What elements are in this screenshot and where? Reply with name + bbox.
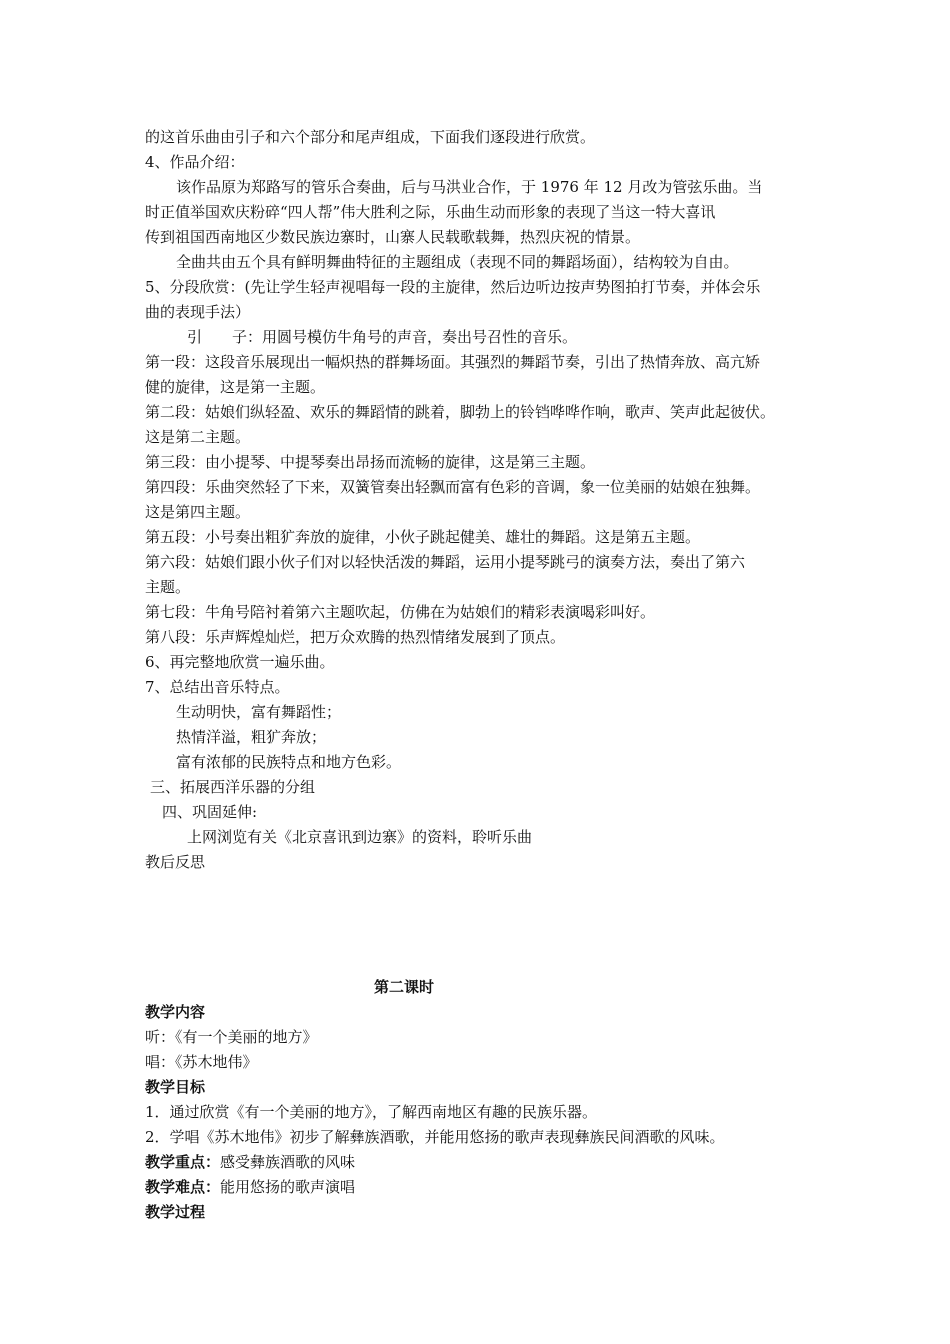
goals-heading: 教学目标	[145, 1078, 206, 1096]
lesson-title: 第二课时	[373, 978, 434, 996]
paragraph-line: 这是第四主题。	[145, 503, 251, 521]
feature-item: 生动明快，富有舞蹈性；	[176, 703, 342, 721]
paragraph-line: 上网浏览有关《北京喜讯到边寨》的资料，聆听乐曲	[187, 828, 533, 846]
segment-five: 第五段：小号奏出粗犷奔放的旋律，小伙子跳起健美、雄壮的舞蹈。这是第五主题。	[145, 528, 701, 546]
feature-item: 热情洋溢，粗犷奔放；	[176, 728, 327, 746]
segment-four: 第四段：乐曲突然轻了下来，双簧管奏出轻飘而富有色彩的音调，象一位美丽的姑娘在独舞。	[145, 478, 761, 496]
content-heading: 教学内容	[145, 1003, 206, 1021]
difficult-point-label: 教学难点：	[145, 1178, 221, 1196]
paragraph-line: 曲的表现手法）	[145, 303, 251, 321]
paragraph-line: 全曲共由五个具有鲜明舞曲特征的主题组成（表现不同的舞蹈场面），结构较为自由。	[176, 253, 739, 271]
sing-item: 唱：《苏木地伟》	[145, 1053, 258, 1071]
section-heading-work-intro: 4、作品介绍：	[145, 153, 245, 171]
section-three-heading: 三、拓展西洋乐器的分组	[150, 778, 316, 796]
paragraph-line: 健的旋律，这是第一主题。	[145, 378, 326, 396]
listen-item: 听：《有一个美丽的地方》	[145, 1028, 318, 1046]
intro-segment: 引 子：用圆号模仿牛角号的声音，奏出号召性的音乐。	[187, 328, 578, 346]
paragraph-line: 传到祖国西南地区少数民族边寨时，山寨人民载歌载舞，热烈庆祝的情景。	[145, 228, 641, 246]
segment-one: 第一段：这段音乐展现出一幅炽热的群舞场面。其强烈的舞蹈节奏，引出了热情奔放、高亢矫	[145, 353, 761, 371]
process-heading: 教学过程	[145, 1203, 206, 1221]
goal-item: 2．学唱《苏木地伟》初步了解彝族酒歌，并能用悠扬的歌声表现彝族民间酒歌的风味。	[145, 1128, 725, 1146]
paragraph-line: 这是第二主题。	[145, 428, 251, 446]
key-point-label: 教学重点：	[145, 1153, 221, 1171]
segment-two: 第二段：姑娘们纵轻盈、欢乐的舞蹈情的跳着，脚勃上的铃铛哗哗作响，歌声、笑声此起彼伏。	[145, 403, 776, 421]
segment-six: 第六段：姑娘们跟小伙子们对以轻快活泼的舞蹈，运用小提琴跳弓的演奏方法，奏出了第六	[145, 553, 746, 571]
paragraph-line: 该作品原为郑路写的管乐合奏曲，后与马洪业合作，于 1976 年 12 月改为管弦乐曲。当	[176, 178, 763, 196]
key-point-text: 感受彝族酒歌的风味	[220, 1153, 356, 1171]
paragraph-line: 主题。	[145, 578, 191, 596]
segment-seven: 第七段：牛角号陪衬着第六主题吹起，仿佛在为姑娘们的精彩表演喝彩叫好。	[145, 603, 656, 621]
difficult-point	[145, 1177, 355, 1197]
feature-item: 富有浓郁的民族特点和地方色彩。	[176, 753, 402, 771]
segment-three: 第三段：由小提琴、中提琴奏出昂扬而流畅的旋律，这是第三主题。	[145, 453, 596, 471]
section-four-heading: 四、巩固延伸:	[162, 803, 258, 821]
step-seven: 7、总结出音乐特点。	[145, 678, 290, 696]
paragraph-line: 时正值举国欢庆粉碎“四人帮”伟大胜利之际，乐曲生动而形象的表现了当这一特大喜讯	[145, 203, 716, 221]
key-point	[145, 1152, 355, 1172]
step-six: 6、再完整地欣赏一遍乐曲。	[145, 653, 335, 671]
segment-eight: 第八段：乐声辉煌灿烂，把万众欢腾的热烈情绪发展到了顶点。	[145, 628, 566, 646]
section-heading-segment-appreciation: 5、分段欣赏：(先让学生轻声视唱每一段的主旋律，然后边听边按声势图拍打节奏，并体会乐	[145, 278, 761, 296]
difficult-point-text: 能用悠扬的歌声演唱	[220, 1178, 356, 1196]
goal-item: 1．通过欣赏《有一个美丽的地方》，了解西南地区有趣的民族乐器。	[145, 1103, 598, 1121]
reflection-heading: 教后反思	[145, 853, 206, 871]
paragraph-line: 的这首乐曲由引子和六个部分和尾声组成，下面我们逐段进行欣赏。	[145, 128, 596, 146]
